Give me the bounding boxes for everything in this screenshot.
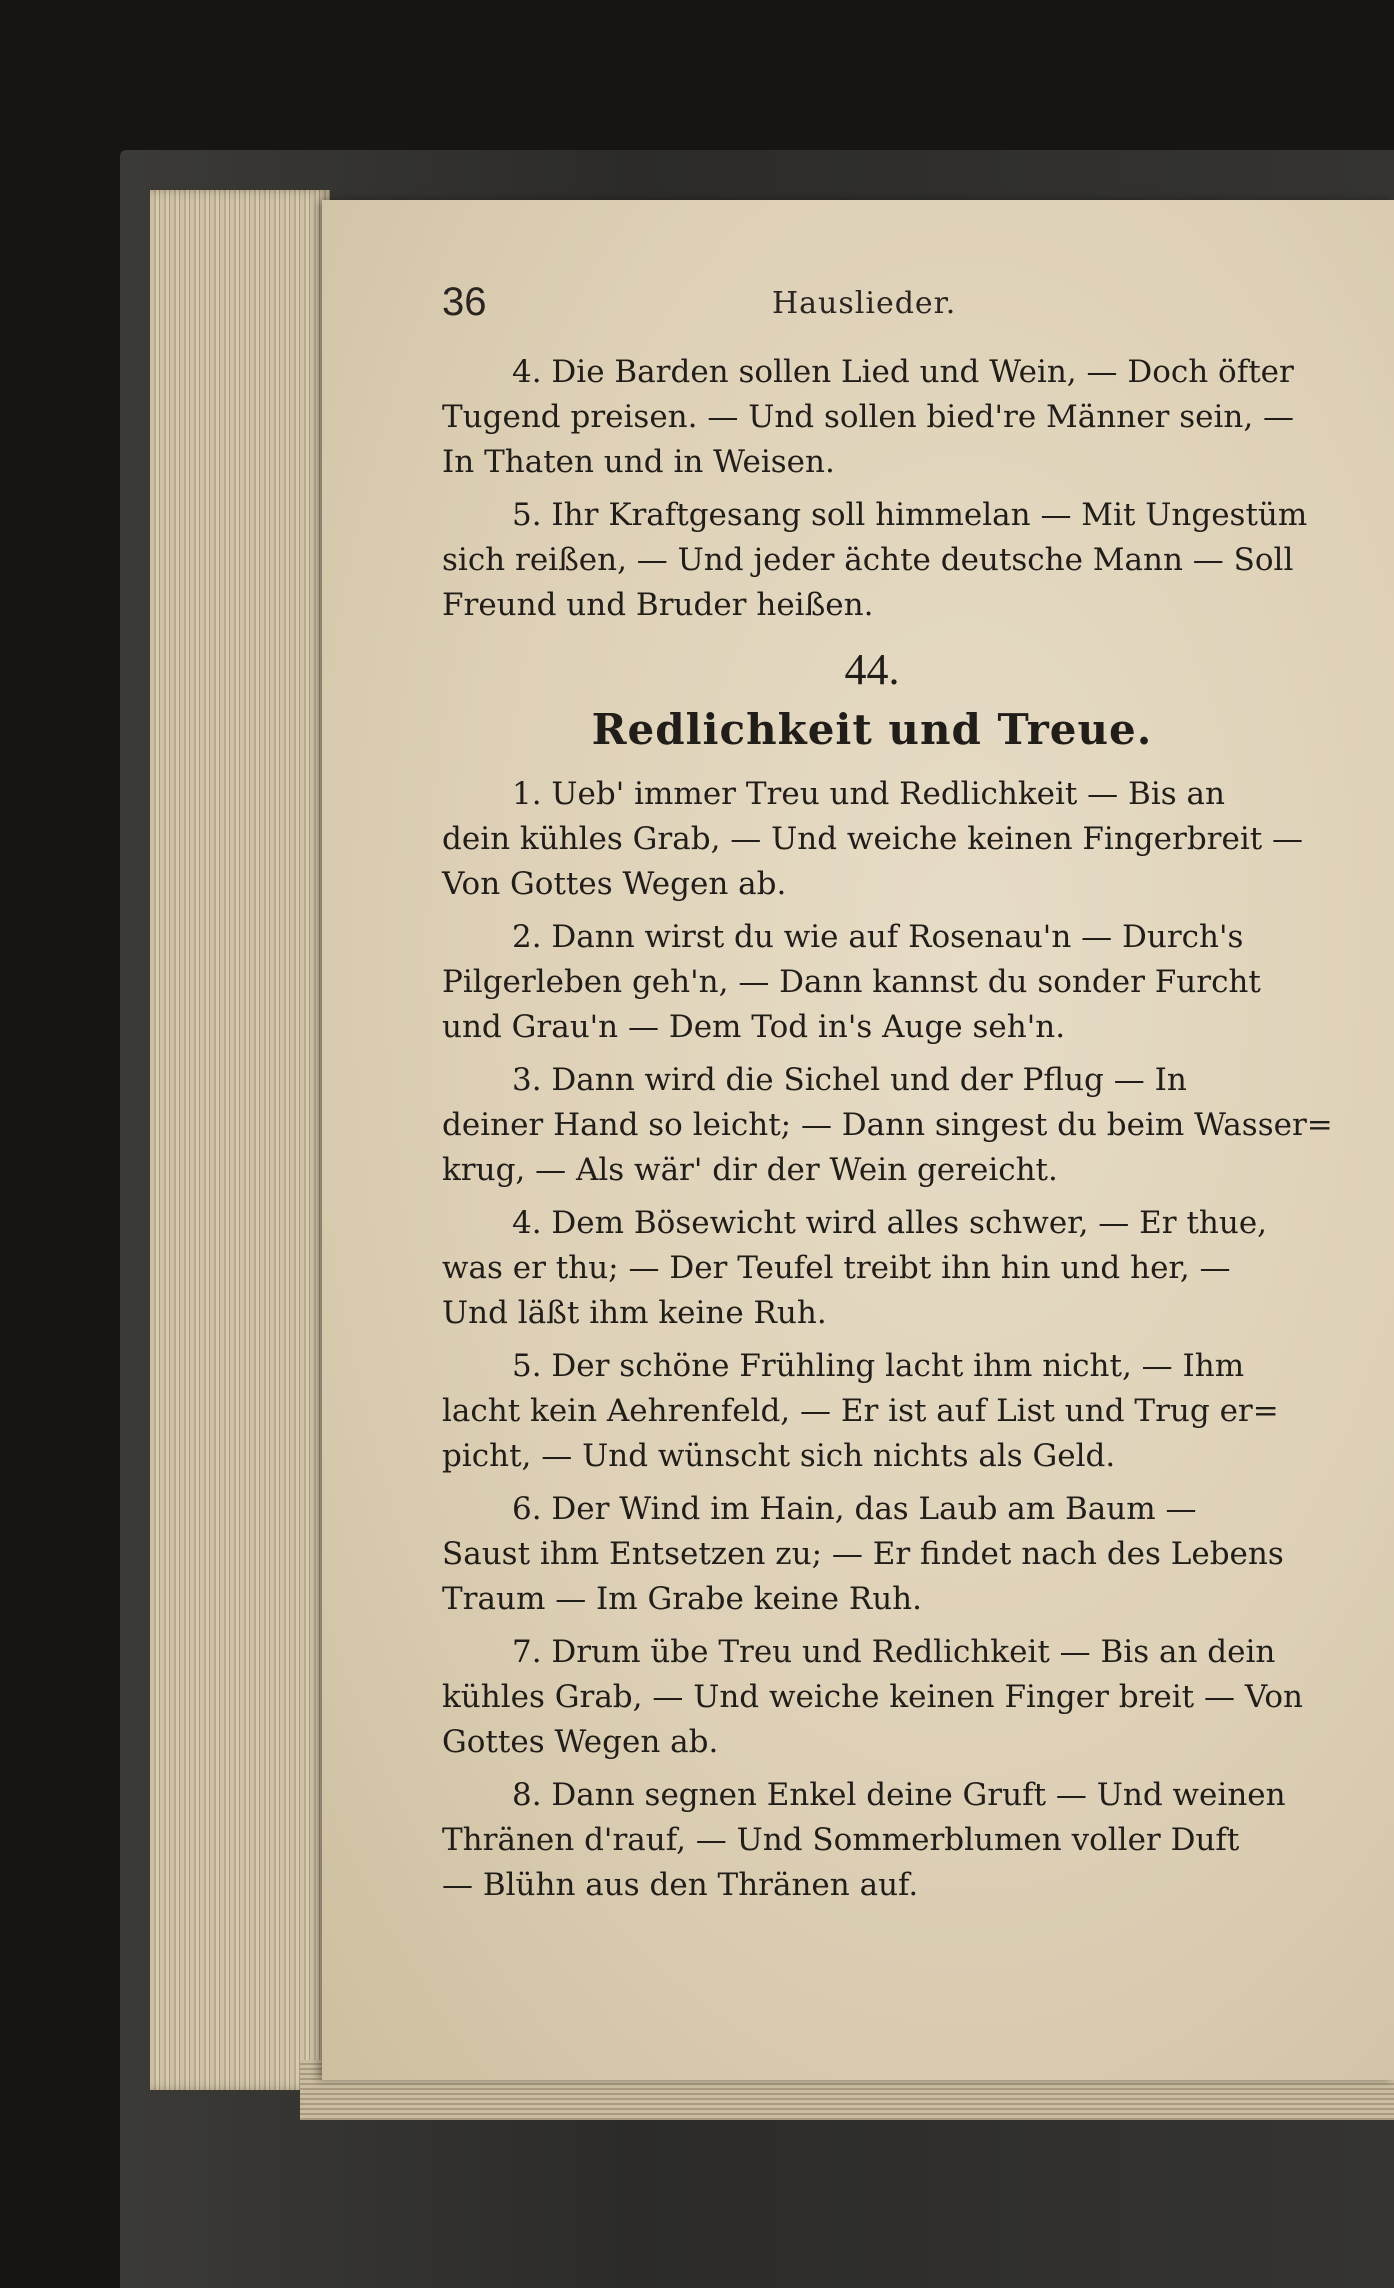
stanza-line: 5. Ihr Kraftgesang soll himmelan — Mit Ungestüm — [512, 497, 1308, 533]
stanza — [442, 493, 1308, 628]
section-number: 44. — [844, 645, 900, 694]
stanza-line: 4. Dem Bösewicht wird alles schwer, — Er thue, — [512, 1205, 1268, 1241]
stanza-line: 8. Dann segnen Enkel deine Gruft — Und weinen — [512, 1777, 1286, 1813]
stanza-line: picht, — Und wünscht sich nichts als Geld. — [442, 1438, 1116, 1474]
page-number: 36 — [442, 280, 487, 324]
stanza-line: lacht kein Aehrenfeld, — Er ist auf List und Trug er= — [442, 1393, 1279, 1429]
stanza — [442, 1344, 1302, 1479]
stanza-line: Tugend preisen. — Und sollen bied're Männer sein, — — [442, 399, 1295, 435]
stanza-line: Und läßt ihm keine Ruh. — [442, 1295, 827, 1331]
stanza — [442, 1773, 1302, 1908]
stanza-line: Freund und Bruder heißen. — [442, 587, 874, 623]
stanza-line: kühles Grab, — Und weiche keinen Finger breit — Von — [442, 1679, 1304, 1715]
stanzas-current-song — [442, 772, 1333, 1908]
stanza-line: Von Gottes Wegen ab. — [442, 866, 787, 902]
stanza-line: 5. Der schöne Frühling lacht ihm nicht, — Ihm — [512, 1348, 1245, 1384]
stanza-line: was er thu; — Der Teufel treibt ihn hin und her, — — [442, 1250, 1231, 1286]
stanza-line: 2. Dann wirst du wie auf Rosenau'n — Durch's — [512, 919, 1244, 955]
page-text — [442, 350, 1333, 1916]
stanza-line: Thränen d'rauf, — Und Sommerblumen voller Duft — [442, 1822, 1240, 1858]
stanza-line: und Grau'n — Dem Tod in's Auge seh'n. — [442, 1009, 1066, 1045]
book-page — [322, 200, 1394, 2080]
stanza — [442, 1058, 1333, 1193]
stanza-line: 3. Dann wird die Sichel und der Pflug — In — [512, 1062, 1187, 1098]
stanza — [442, 772, 1302, 907]
stanza — [442, 1630, 1302, 1765]
stanza-line: sich reißen, — Und jeder ächte deutsche Mann — Soll — [442, 542, 1294, 578]
stanza-line: 4. Die Barden sollen Lied und Wein, — Doch öfter — [512, 354, 1294, 390]
page-edge-stack — [150, 190, 330, 2090]
section-title: Redlichkeit und Treue. — [591, 705, 1153, 754]
stanza-line: In Thaten und in Weisen. — [442, 444, 835, 480]
stanza — [442, 1201, 1302, 1336]
stanza-line: Saust ihm Entsetzen zu; — Er findet nach des Lebens — [442, 1536, 1284, 1572]
stanza-line: krug, — Als wär' dir der Wein gereicht. — [442, 1152, 1058, 1188]
stanza — [442, 350, 1302, 485]
stanza-line: — Blühn aus den Thränen auf. — [442, 1867, 919, 1903]
stanza-line: 1. Ueb' immer Treu und Redlichkeit — Bis an — [512, 776, 1225, 812]
page-header — [442, 280, 1302, 340]
stanza-line: Traum — Im Grabe keine Ruh. — [442, 1581, 922, 1617]
stanza — [442, 915, 1302, 1050]
stanza-line: 6. Der Wind im Hain, das Laub am Baum — — [512, 1491, 1197, 1527]
stanza-line: deiner Hand so leicht; — Dann singest du beim Wasser= — [442, 1107, 1333, 1143]
stanza — [442, 1487, 1302, 1622]
stanza-line: dein kühles Grab, — Und weiche keinen Fingerbreit — — [442, 821, 1304, 857]
stanza-line: 7. Drum übe Treu und Redlichkeit — Bis an dein — [512, 1634, 1276, 1670]
running-head: Hauslieder. — [772, 286, 957, 321]
stanzas-previous-song — [442, 350, 1308, 628]
stanza-line: Pilgerleben geh'n, — Dann kannst du sonder Furcht — [442, 964, 1261, 1000]
stanza-line: Gottes Wegen ab. — [442, 1724, 719, 1760]
